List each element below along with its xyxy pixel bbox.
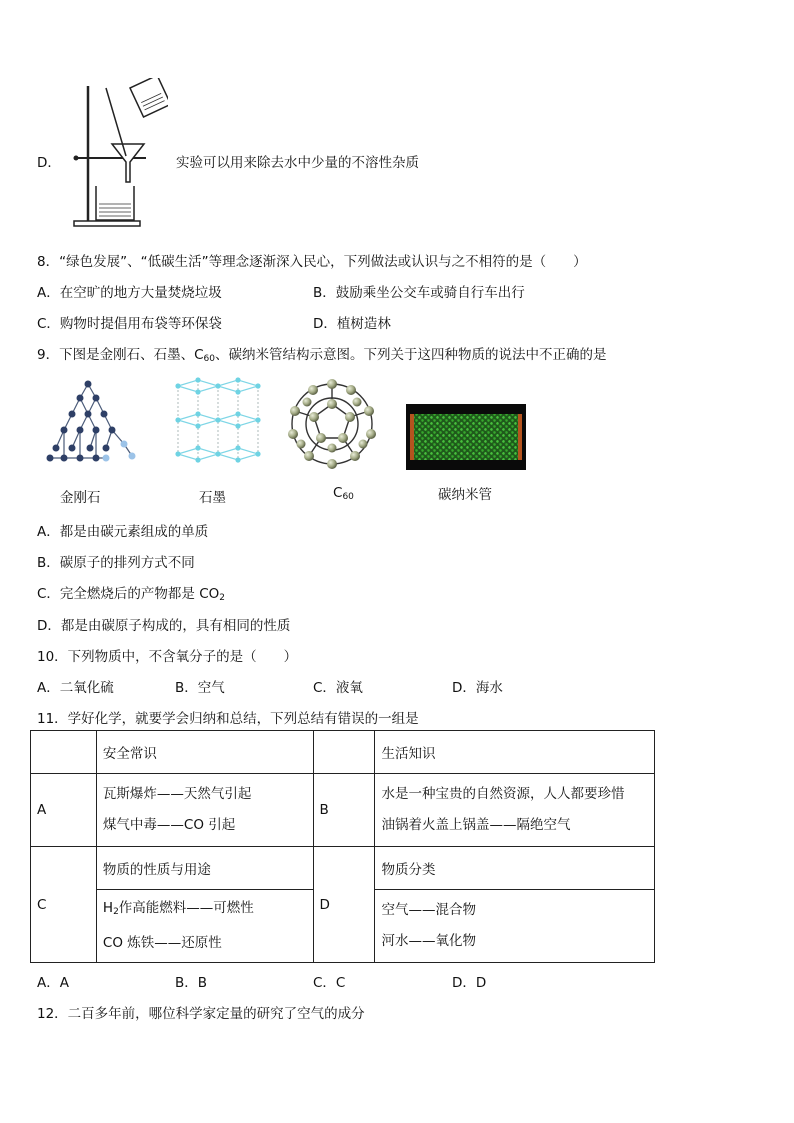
q11-header-life: 生活知识 [375, 731, 655, 774]
caption-diamond: 金刚石 [60, 490, 101, 506]
q9-option-a: A．都是由碳元素组成的单质 [37, 524, 209, 540]
q8-option-c: C．购物时提倡用布袋等环保袋 [37, 316, 222, 332]
q11-letter-d: D [313, 847, 375, 963]
q11-letter-b: B [313, 774, 375, 847]
q7-option-d-label: D． [37, 155, 61, 171]
q11-header-safety: 安全常识 [96, 731, 313, 774]
q11-stem: 11．学好化学，就要学会归纳和总结，下列总结有错误的一组是 [37, 711, 419, 727]
q11-option-d: D．D [452, 975, 487, 991]
diamond-structure-figure [40, 376, 140, 466]
q11-cell-empty-right [313, 731, 375, 774]
q8-option-d: D．植树造林 [313, 316, 391, 332]
q9-option-d: D．都是由碳原子构成的，具有相同的性质 [37, 618, 291, 634]
q11-option-b: B．B [175, 975, 208, 991]
q11-cell-b: 水是一种宝贵的自然资源，人人都要珍惜 油锅着火盖上锅盖——隔绝空气 [375, 774, 655, 847]
q10-option-c: C．液氧 [313, 680, 363, 696]
q9-option-b: B．碳原子的排列方式不同 [37, 555, 195, 571]
q10-option-d: D．海水 [452, 680, 503, 696]
c60-structure-figure [283, 378, 381, 470]
q9-stem: 9．下图是金刚石、石墨、$C_{60}$、碳纳米管结构示意图。下列关于这四种物质的说法中不正确的是 [37, 347, 607, 364]
q8-option-b: B．鼓励乘坐公交车或骑自行车出行 [313, 285, 525, 301]
caption-graphite: 石墨 [199, 490, 226, 506]
q11-header-props: 物质的性质与用途 [96, 847, 313, 890]
q11-cell-empty-left [31, 731, 97, 774]
filtration-apparatus-figure [68, 78, 168, 230]
q10-option-a: A．二氧化硫 [37, 680, 114, 696]
q11-cell-d: 空气——混合物 河水——氧化物 [375, 890, 655, 963]
q11-cell-a: 瓦斯爆炸——天然气引起 煤气中毒——CO 引起 [96, 774, 313, 847]
caption-nanotube: 碳纳米管 [438, 487, 492, 503]
caption-c60: $C_{60}$ [333, 485, 354, 502]
q11-header-classify: 物质分类 [375, 847, 655, 890]
carbon-nanotube-figure [406, 404, 526, 470]
q10-stem: 10．下列物质中，不含氧分子的是（ ） [37, 649, 298, 665]
q7-option-d-text: 实验可以用来除去水中少量的不溶性杂质 [176, 155, 419, 171]
q12-stem: 12．二百多年前，哪位科学家定量的研究了空气的成分 [37, 1006, 365, 1022]
q8-stem: 8．“绿色发展”、“低碳生活”等理念逐渐深入民心，下列做法或认识与之不相符的是（ ） [37, 254, 587, 270]
graphite-structure-figure [170, 376, 266, 466]
q11-summary-table [30, 730, 655, 963]
q11-letter-a: A [31, 774, 97, 847]
q9-option-c: C．完全燃烧后的产物都是 $CO_2$ [37, 586, 226, 603]
q10-option-b: B．空气 [175, 680, 225, 696]
q11-option-a: A．A [37, 975, 69, 991]
q8-option-a: A．在空旷的地方大量焚烧垃圾 [37, 285, 222, 301]
q11-letter-c: C [31, 847, 97, 963]
q11-cell-c: $H_2$作高能燃料——可燃性 CO 炼铁——还原性 [96, 890, 313, 963]
q11-option-c: C．C [313, 975, 346, 991]
